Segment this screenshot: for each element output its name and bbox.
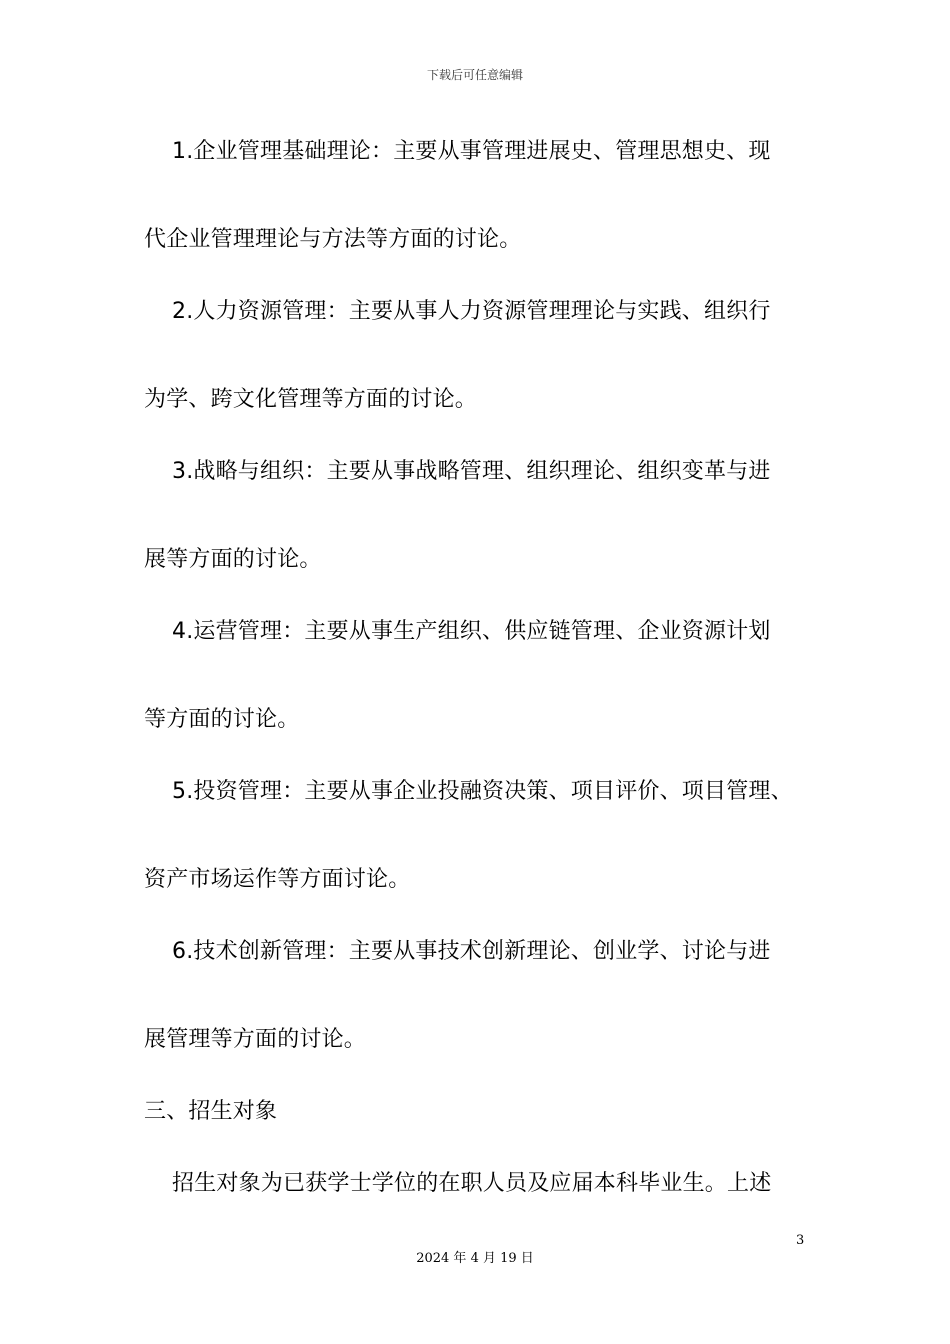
footer-date: 2024 年 4 月 19 日 bbox=[416, 1251, 534, 1266]
text-line: 6.技术创新管理：主要从事技术创新理论、创业学、讨论与进 bbox=[172, 939, 771, 964]
text-line: 3.战略与组织：主要从事战略管理、组织理论、组织变革与进 bbox=[172, 459, 771, 484]
section-heading: 三、招生对象 bbox=[144, 1099, 278, 1124]
page-header: 下载后可任意编辑 bbox=[426, 68, 523, 82]
text-line: 招生对象为已获学士学位的在职人员及应届本科毕业生。上述 bbox=[172, 1171, 772, 1196]
page-number: 3 bbox=[796, 1233, 805, 1248]
text-line: 展等方面的讨论。 bbox=[144, 547, 322, 572]
text-line: 为学、跨文化管理等方面的讨论。 bbox=[144, 387, 478, 412]
text-line: 2.人力资源管理：主要从事人力资源管理理论与实践、组织行 bbox=[172, 299, 771, 324]
text-line: 等方面的讨论。 bbox=[144, 707, 300, 732]
text-line: 4.运营管理：主要从事生产组织、供应链管理、企业资源计划 bbox=[172, 619, 771, 644]
text-line: 资产市场运作等方面讨论。 bbox=[144, 867, 411, 892]
text-line: 展管理等方面的讨论。 bbox=[144, 1027, 367, 1052]
text-line: 5.投资管理：主要从事企业投融资决策、项目评价、项目管理、 bbox=[172, 779, 793, 804]
text-line: 1.企业管理基础理论：主要从事管理进展史、管理思想史、现 bbox=[172, 139, 771, 164]
text-line: 代企业管理理论与方法等方面的讨论。 bbox=[144, 227, 522, 252]
